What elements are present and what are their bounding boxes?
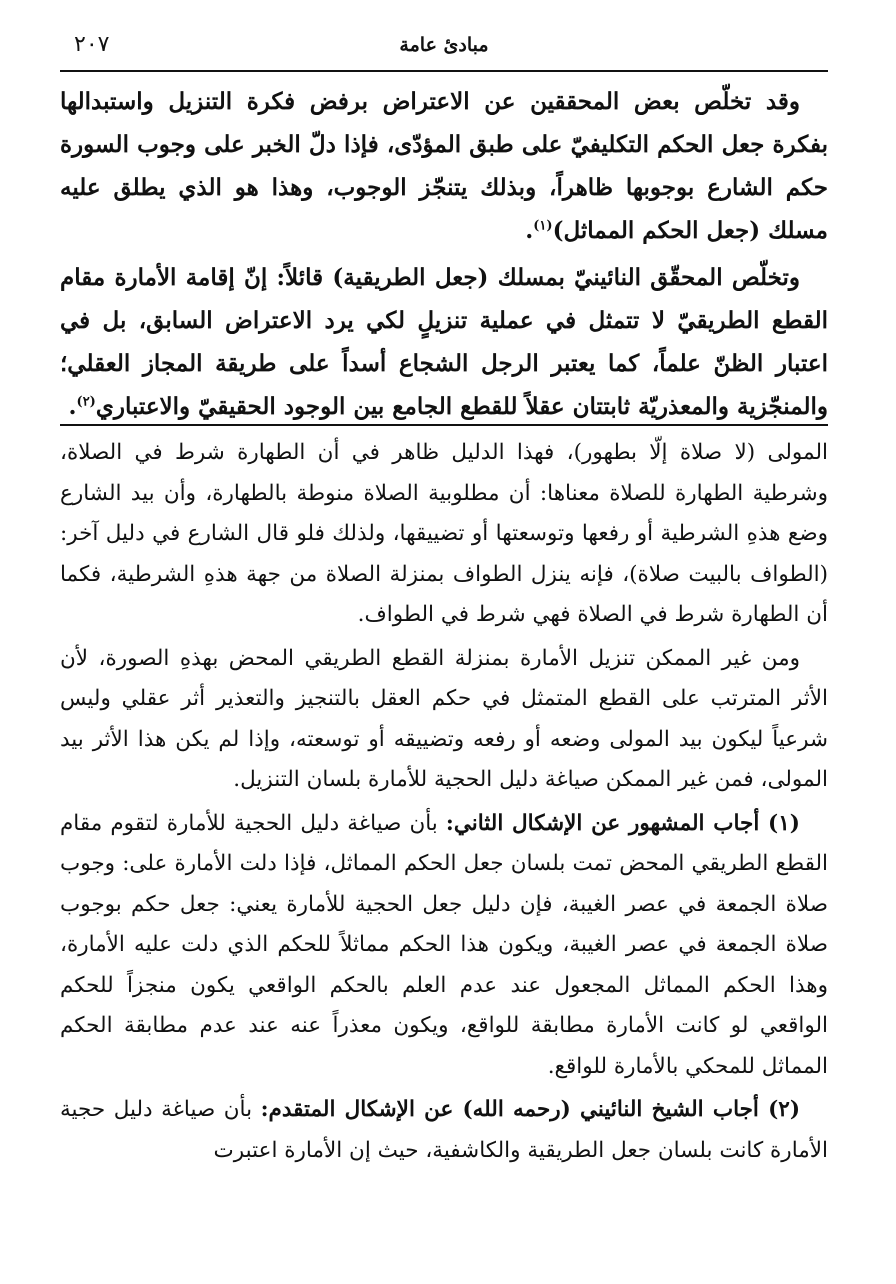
footnote-2-text: بأن صياغة دليل حجية الأمارة كانت بلسان جعل الطريقية والكاشفية، حيث إن الأمارة اعتبرت [60, 1097, 828, 1163]
main-paragraph-1-text: وقد تخلّص بعض المحققين عن الاعتراض برفض فكرة التنزيل واستبدالها بفكرة جعل الحكم التكليفيّ على طبق المؤدّى، فإذا دلّ الخبر على وجوب السورة حكم الشارع بوجوبها ظاهراً، وبذلك يتنجّز الوجوب، وهذا هو الذي يطلق عليه مسلك (جعل الحكم المماثل) [60, 88, 828, 244]
main-text [60, 80, 828, 432]
running-title: مبادئ عامة [399, 34, 489, 56]
header-rule [60, 70, 828, 72]
page-header [60, 30, 828, 70]
page-number: ٢٠٧ [74, 32, 110, 57]
book-page [60, 0, 828, 1284]
main-paragraph-2-end: . [68, 393, 77, 420]
footnotes-section [60, 433, 828, 1174]
footnote-1 [60, 804, 828, 1088]
footnote-marker-1: (١) [533, 218, 553, 234]
footnote-separator [60, 424, 828, 426]
main-paragraph-1 [60, 80, 828, 252]
footnote-1-text: بأن صياغة دليل الحجية للأمارة لتقوم مقام القطع الطريقي المحض تمت بلسان جعل الحكم المماثل، فإذا دلت الأمارة على: وجوب صلاة الجمعة في عصر الغيبة، فإن دليل جعل الحجية للأمارة يعني: جعل حكم بوجوب صلاة الجمعة في عصر الغيبة، ويكون هذا الحكم مماثلاً للحكم الذي دلت عليه الأمارة، وهذا الحكم المماثل المجعول عند عدم العلم بالحكم الواقعي يكون منجزاً للحكم الواقعي لو كانت الأمارة مطابقة للواقع، ويكون معذراً عنه عند عدم مطابقة الحكم المماثل للمحكي بالأمارة للواقع. [60, 810, 828, 1079]
footnote-2 [60, 1090, 828, 1171]
main-paragraph-2-text: وتخلّص المحقّق النائينيّ بمسلك (جعل الطريقية) قائلاً: إنّ إقامة الأمارة مقام القطع الطريقيّ لا تتمثل في عملية تنزيلٍ لكي يرد الاعتراض السابق، بل في اعتبار الظنّ علماً، كما يعتبر الرجل الشجاع أسداً على طريقة المجاز العقلي؛ والمنجّزية والمعذريّة ثابتتان عقلاً للقطع الجامع بين الوجود الحقيقيّ والاعتباري [60, 264, 828, 420]
footnote-continuation-paragraph: ومن غير الممكن تنزيل الأمارة بمنزلة القطع الطريقي المحض بهذهِ الصورة، لأن الأثر المترتب على القطع المتمثل في حكم العقل بالتنجيز والتعذير أثر عقلي وليس شرعياً ليكون بيد المولى وضعه أو رفعه وتضييقه أو توسعته، وإذا لم يكن هذا الأثر بيد المولى، فمن غير الممكن صياغة دليل الحجية للأمارة بلسان التنزيل. [60, 645, 828, 792]
main-paragraph-2 [60, 256, 828, 428]
footnote-marker-2: (٢) [76, 394, 96, 410]
footnote-continuation: المولى (لا صلاة إلّا بطهور)، فهذا الدليل ظاهر في أن الطهارة شرط في الصلاة، وشرطية الطهارة للصلاة معناها: أن مطلوبية الصلاة منوطة بالطهارة، وأن بيد الشارع وضع هذهِ الشرطية أو رفعها وتوسعتها أو تضييقها، ولذلك فلو قال الشارع في دليل آخر: (الطواف بالبيت صلاة)، فإنه ينزل الطواف بمنزلة الصلاة من جهة هذهِ الشرطية، فكما أن الطهارة شرط في الصلاة فهي شرط في الطواف. [60, 440, 828, 627]
footnote-2-lead: (٢) أجاب الشيخ النائيني (رحمه الله) عن الإشكال المتقدم: [260, 1097, 800, 1122]
footnote-1-lead: (١) أجاب المشهور عن الإشكال الثاني: [445, 810, 800, 836]
main-paragraph-1-end: . [525, 217, 534, 244]
